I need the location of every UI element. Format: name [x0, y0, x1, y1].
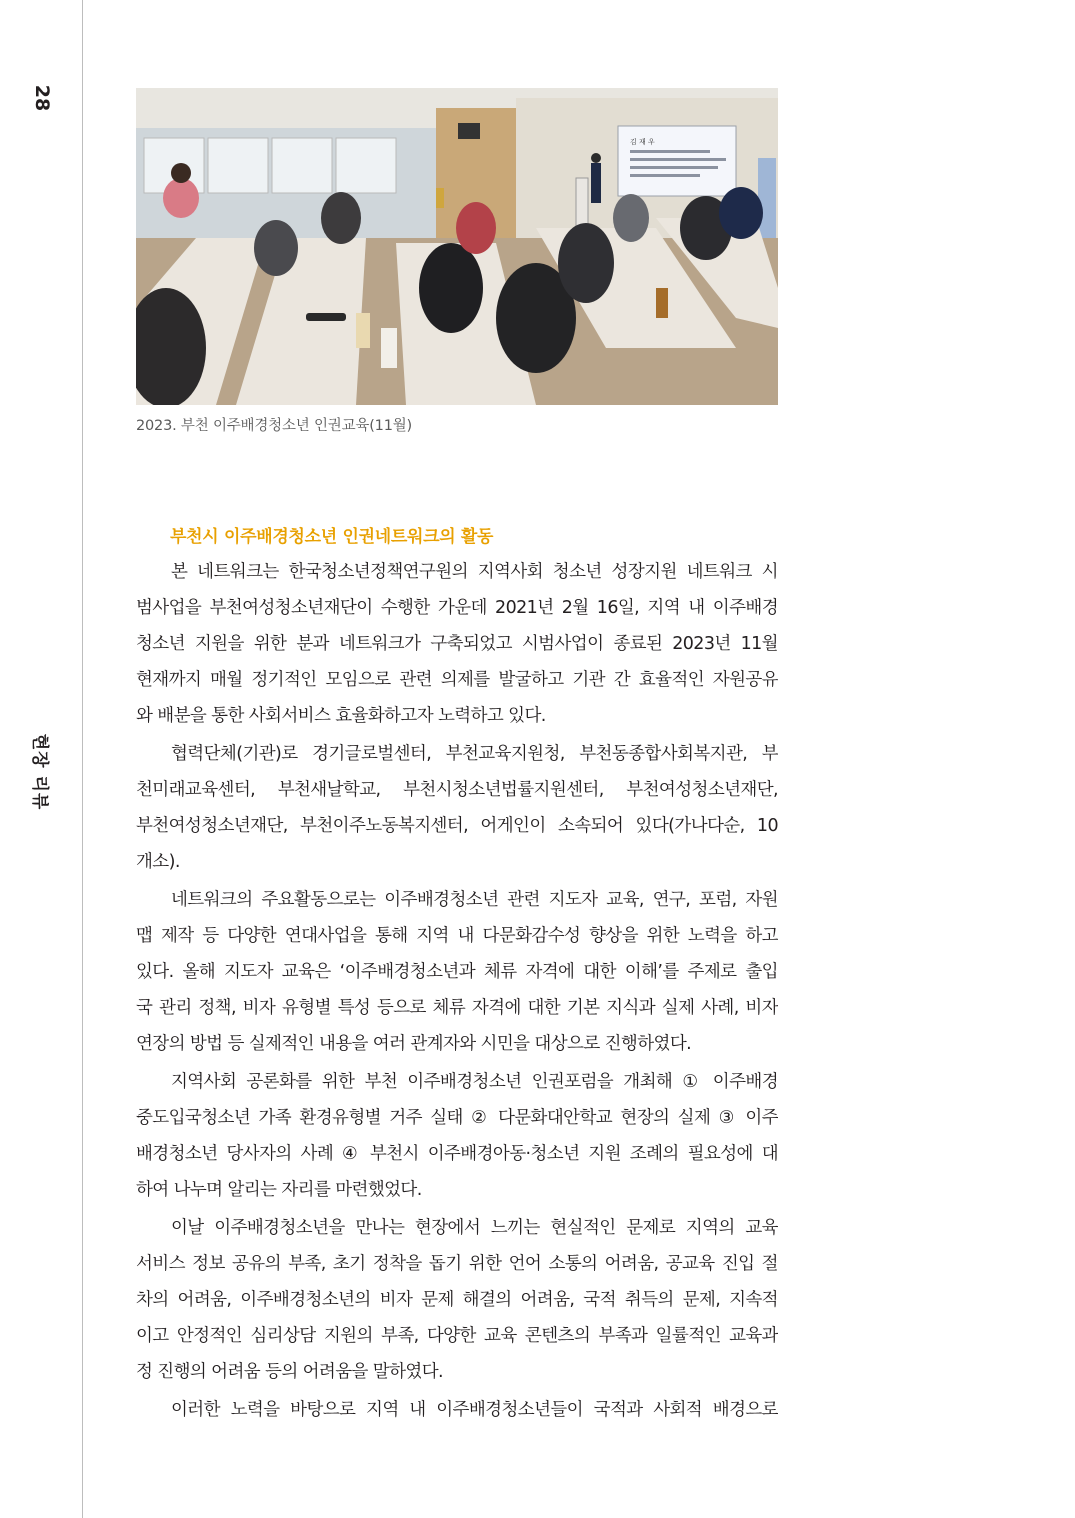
paragraph-line: 협력단체(기관)로 경기글로벌센터, 부천교육지원청, 부천동종합사회복지관, 부: [171, 744, 778, 764]
paragraph-line: 네트워크의 주요활동으로는 이주배경청소년 관련 지도자 교육, 연구, 포럼, 자원: [171, 890, 778, 910]
screen-title: 김 재 우: [630, 138, 655, 146]
paragraph-line: 연장의 방법 등 실제적인 내용을 여러 관계자와 시민을 대상으로 진행하였다.: [136, 1034, 692, 1054]
photo-caption: 2023. 부천 이주배경청소년 인권교육(11월): [136, 418, 412, 434]
paragraph-line: 본 네트워크는 한국청소년정책연구원의 지역사회 청소년 성장지원 네트워크 시: [171, 562, 778, 582]
section-heading: 부천시 이주배경청소년 인권네트워크의 활동: [170, 527, 494, 547]
paragraph-line: 서비스 정보 공유의 부족, 초기 정착을 돕기 위한 언어 소통의 어려움, 공교육 진입 절: [136, 1254, 778, 1274]
page-number: 28: [31, 84, 53, 112]
paragraph-line: 정 진행의 어려움 등의 어려움을 말하였다.: [136, 1362, 443, 1382]
paragraph-line: 천미래교육센터, 부천새날학교, 부천시청소년법률지원센터, 부천여성청소년재단,: [136, 780, 778, 800]
paragraph-line: 지역사회 공론화를 위한 부천 이주배경청소년 인권포럼을 개최해 ① 이주배경: [171, 1072, 778, 1092]
paragraph-line: 하여 나누며 알리는 자리를 마련했었다.: [136, 1180, 422, 1200]
paragraph-line: 이고 안정적인 심리상담 지원의 부족, 다양한 교육 콘텐츠의 부족과 일률적인 교육과: [136, 1326, 778, 1346]
paragraph-line: 와 배분을 통한 사회서비스 효율화하고자 노력하고 있다.: [136, 706, 546, 726]
paragraph-line: 현재까지 매월 정기적인 모임으로 관련 의제를 발굴하고 기관 간 효율적인 자원공유: [136, 670, 778, 690]
article-photo: [136, 88, 778, 405]
section-tab: 현장 리뷰: [29, 733, 50, 811]
paragraph-line: 범사업을 부천여성청소년재단이 수행한 가운데 2021년 2월 16일, 지역 내 이주배경: [136, 598, 778, 618]
paragraph-line: 있다. 올해 지도자 교육은 ‘이주배경청소년과 체류 자격에 대한 이해’를 주제로 출입: [136, 962, 778, 982]
margin-rule: [82, 0, 83, 1518]
paragraph-line: 중도입국청소년 가족 환경유형별 거주 실태 ② 다문화대안학교 현장의 실제 ③ 이주: [136, 1108, 778, 1128]
paragraph-line: 차의 어려움, 이주배경청소년의 비자 문제 해결의 어려움, 국적 취득의 문제, 지속적: [136, 1290, 778, 1310]
paragraph-line: 국 관리 정책, 비자 유형별 특성 등으로 체류 자격에 대한 기본 지식과 실제 사례, 비자: [136, 998, 778, 1018]
paragraph-line: 청소년 지원을 위한 분과 네트워크가 구축되었고 시범사업이 종료된 2023년 11월: [136, 634, 778, 654]
paragraph-line: 배경청소년 당사자의 사례 ④ 부천시 이주배경아동·청소년 지원 조례의 필요성에 대: [136, 1144, 778, 1164]
paragraph-line: 이날 이주배경청소년을 만나는 현장에서 느끼는 현실적인 문제로 지역의 교육: [171, 1218, 778, 1238]
paragraph-line: 맵 제작 등 다양한 연대사업을 통해 지역 내 다문화감수성 향상을 위한 노력을 하고: [136, 926, 778, 946]
paragraph-line: 이러한 노력을 바탕으로 지역 내 이주배경청소년들이 국적과 사회적 배경으로: [171, 1400, 778, 1420]
paragraph-line: 개소).: [136, 852, 180, 872]
paragraph-line: 부천여성청소년재단, 부천이주노동복지센터, 어게인이 소속되어 있다(가나다순, 10: [136, 816, 778, 836]
